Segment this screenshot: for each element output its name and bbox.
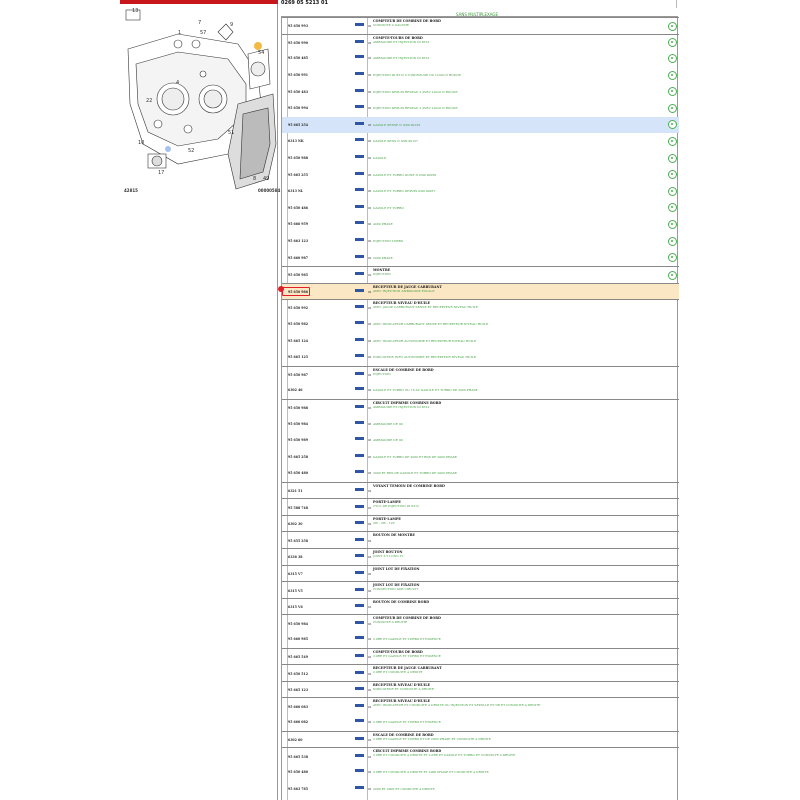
part-quantity: 01: [368, 538, 372, 543]
svg-text:8: 8: [253, 176, 257, 182]
part-group-title: CIRCUIT IMPRIME COMBINE BORD: [373, 400, 442, 405]
part-description: GAZOLE: [373, 156, 387, 161]
diagram-panel: [0, 0, 281, 800]
svg-text:9: 9: [230, 22, 234, 28]
part-reference[interactable]: 95 650 985: [288, 273, 308, 278]
part-row[interactable]: [282, 531, 679, 548]
catalogue-badge-icon[interactable]: [355, 155, 364, 158]
svg-text:1: 1: [178, 30, 182, 36]
catalogue-badge-icon[interactable]: [355, 205, 364, 208]
part-row[interactable]: [282, 565, 679, 582]
part-description: GAZOLE ET TURBO DE 2000 ET RDS DE 2000 PHASE: [373, 454, 457, 459]
part-description: AVEC INDICATEUR AUTONOMIE ET RECEPTEUR NIVEAU HUILE: [373, 338, 477, 343]
catalogue-badge-icon[interactable]: [355, 621, 364, 624]
part-quantity: 01: [368, 438, 372, 443]
part-description: AVEC INDICATEUR CARBURANT SENSE ET RECEPTEUR NIVEAU HUILE: [373, 322, 489, 327]
part-description: 2.0RE ET CONDUITE A DROITE: [373, 670, 423, 675]
part-group-title: RECEPTEUR DE JAUGE CARBURANT: [373, 666, 442, 671]
part-group-title: ESCALE DE COMBINE DE BORD: [373, 367, 434, 372]
part-reference[interactable]: 6313 NL: [288, 189, 304, 194]
part-group-title: JOINT BOUTON: [373, 550, 403, 555]
part-reference[interactable]: 95 655 258: [288, 538, 308, 543]
part-row[interactable]: [282, 664, 679, 681]
part-quantity: 01: [368, 621, 372, 626]
part-reference[interactable]: 95 665 255: [288, 172, 308, 177]
part-row[interactable]: [282, 299, 679, 316]
catalogue-badge-icon[interactable]: [355, 454, 364, 457]
part-quantity: 01: [368, 73, 372, 78]
part-reference[interactable]: 95 665 538: [288, 754, 308, 759]
part-description: GAZOLE ET TURBO: [373, 205, 404, 210]
part-row[interactable]: [282, 764, 679, 781]
catalogue-badge-icon[interactable]: [355, 188, 364, 191]
catalogue-badge-icon[interactable]: [355, 437, 364, 440]
header-divider: [676, 0, 677, 8]
part-row[interactable]: [282, 648, 679, 665]
part-description: AVEC INDICATEUR ET CONDUITE A DROITE OU INJECTION ET SEPULLE ET DE ET CONDUITE A DROITE: [373, 703, 541, 708]
part-description: GAZOLE SENS N 0/90 90157: [373, 139, 418, 144]
part-reference[interactable]: 95 663 785: [288, 786, 308, 791]
part-quantity: 01: [368, 737, 372, 742]
availability-icon[interactable]: [668, 38, 677, 47]
exploded-parts-diagram: [118, 4, 281, 194]
part-quantity: 01: [368, 388, 372, 393]
part-group-title: BOUTON DE COMBINE BORD: [373, 599, 430, 604]
catalogue-badge-icon[interactable]: [355, 687, 364, 690]
catalogue-badge-icon[interactable]: [355, 754, 364, 757]
part-group-title: COMPTEUR DE COMBINE DE BORD: [373, 19, 441, 23]
part-reference[interactable]: 95 665 123: [288, 688, 308, 693]
availability-icon[interactable]: [668, 271, 677, 280]
part-reference[interactable]: 95 665 125: [288, 355, 308, 360]
part-reference[interactable]: 6315 V6: [288, 605, 303, 610]
part-reference[interactable]: 95 650 483: [288, 89, 308, 94]
part-quantity: 01: [368, 205, 372, 210]
part-group-title: MONTRE: [373, 267, 391, 272]
availability-icon[interactable]: [668, 253, 677, 262]
catalogue-badge-icon[interactable]: [355, 72, 364, 75]
part-reference[interactable]: 6321 51: [288, 488, 303, 493]
catalogue-badge-icon[interactable]: [355, 221, 364, 224]
catalogue-badge-icon[interactable]: [355, 305, 364, 308]
part-reference[interactable]: 95 660 987: [288, 255, 308, 260]
sans-multiplexage-label: SANS MULTIPLEXAGE: [456, 12, 499, 17]
part-description: GAZOLE ET TURBO DEPUIS 0/90 90257: [373, 189, 436, 194]
part-row[interactable]: [282, 266, 679, 283]
part-row[interactable]: [282, 498, 679, 515]
part-row[interactable]: [282, 631, 679, 648]
part-quantity: 01: [368, 355, 372, 360]
part-reference[interactable]: 6302 30: [288, 522, 303, 527]
part-quantity: 01: [368, 471, 372, 476]
part-row[interactable]: [282, 249, 679, 266]
part-reference[interactable]: 6313 NK: [288, 139, 304, 144]
part-row[interactable]: [282, 465, 679, 482]
part-row[interactable]: [282, 366, 679, 383]
part-row[interactable]: [282, 50, 679, 67]
part-description: 2.0RE ET GAZOLE ET TURBO ET ESSENCE: [373, 637, 441, 642]
part-row[interactable]: [282, 316, 679, 333]
availability-icon[interactable]: [668, 203, 677, 212]
part-group-title: CIRCUIT IMPRIME COMBINE BORD: [373, 749, 442, 754]
svg-text:52: 52: [188, 148, 195, 154]
part-quantity: 01: [368, 222, 372, 227]
part-quantity: 01: [368, 122, 372, 127]
part-row[interactable]: [282, 697, 679, 714]
catalogue-badge-icon[interactable]: [355, 488, 364, 491]
part-row[interactable]: [282, 747, 679, 764]
part-row[interactable]: [282, 581, 679, 598]
part-row[interactable]: [282, 183, 679, 200]
svg-text:51: 51: [228, 130, 235, 136]
part-reference[interactable]: 95 665 124: [288, 338, 308, 343]
catalogue-badge-icon[interactable]: [355, 636, 364, 639]
part-description: AMBIGUIDE ET INJECTION DI 8312: [373, 404, 430, 409]
part-reference[interactable]: 95 660 083: [288, 704, 308, 709]
availability-icon[interactable]: [668, 137, 677, 146]
part-reference[interactable]: 95 660 082: [288, 720, 308, 725]
catalogue-badge-icon[interactable]: [355, 55, 364, 58]
catalogue-badge-icon[interactable]: [355, 272, 364, 275]
part-quantity: 01: [368, 522, 372, 527]
svg-text:49: 49: [263, 176, 270, 182]
part-quantity: 01: [368, 405, 372, 410]
part-reference[interactable]: 95 660 985: [288, 637, 308, 642]
catalogue-badge-icon[interactable]: [355, 421, 364, 424]
catalogue-badge-icon[interactable]: [355, 172, 364, 175]
part-quantity: 01: [368, 372, 372, 377]
part-description: GAZOLE SENSE N 0/90 90159: [373, 122, 421, 127]
part-description: 2.0RE ET GAZOLE ET TURBO ET DE 2000 PHASE ET CONDUITE A DROITE: [373, 736, 491, 741]
part-quantity: 01: [368, 421, 372, 426]
part-row[interactable]: [282, 216, 679, 233]
part-quantity: 01: [368, 24, 372, 29]
part-row[interactable]: [282, 283, 679, 300]
part-group-title: PORTE-LAMPE: [373, 500, 401, 505]
svg-text:17: 17: [158, 170, 165, 176]
part-description: CONDUITE A DROITE: [373, 620, 408, 625]
part-group-title: VOYANT TEMOIN DE COMBINE BORD: [373, 483, 445, 488]
catalogue-badge-icon[interactable]: [355, 769, 364, 772]
part-quantity: 01: [368, 454, 372, 459]
part-row[interactable]: [282, 598, 679, 615]
part-reference[interactable]: 95 650 992: [288, 306, 308, 311]
part-quantity: 01: [368, 770, 372, 775]
part-row[interactable]: [282, 714, 679, 731]
catalogue-badge-icon[interactable]: [355, 105, 364, 108]
part-quantity: 01: [368, 488, 372, 493]
part-quantity: 01: [368, 273, 372, 278]
part-quantity: 01: [368, 704, 372, 709]
part-reference[interactable]: 95 650 988: [288, 156, 308, 161]
part-quantity: 01: [368, 720, 372, 725]
part-row[interactable]: [282, 34, 679, 51]
part-row[interactable]: [282, 200, 679, 217]
svg-text:54: 54: [258, 50, 265, 56]
part-group-title: JOINT LOT DE FIXATION: [373, 583, 420, 588]
part-group-title: RECEPTEUR NIVEAU D'HUILE: [373, 699, 431, 704]
part-row[interactable]: [282, 349, 679, 366]
svg-text:4: 4: [176, 80, 180, 86]
svg-text:57: 57: [200, 30, 207, 36]
part-row[interactable]: [282, 83, 679, 100]
part-quantity: 01: [368, 637, 372, 642]
part-row[interactable]: [282, 17, 679, 34]
part-reference[interactable]: 95 650 993: [288, 24, 308, 29]
part-reference[interactable]: 95 650 990: [288, 40, 308, 45]
part-reference[interactable]: 95 665 254: [288, 122, 308, 127]
catalogue-badge-icon[interactable]: [355, 89, 364, 92]
availability-icon[interactable]: [668, 220, 677, 229]
part-reference[interactable]: 95 650 986: [288, 289, 308, 294]
part-quantity: 01: [368, 106, 372, 111]
catalogue-badge-icon[interactable]: [355, 470, 364, 473]
svg-text:22: 22: [146, 98, 153, 104]
part-description: AVEC INJECTION AMBIGUIDE ESCALE: [373, 288, 435, 293]
catalogue-badge-icon[interactable]: [355, 40, 364, 43]
part-reference[interactable]: 6336 38: [288, 555, 303, 560]
catalogue-badge-icon[interactable]: [355, 554, 364, 557]
part-reference[interactable]: 6315 V5: [288, 588, 303, 593]
catalogue-badge-icon[interactable]: [355, 538, 364, 541]
availability-icon[interactable]: [668, 71, 677, 80]
catalogue-badge-icon[interactable]: [355, 704, 364, 707]
part-quantity: 01: [368, 786, 372, 791]
parts-panel: [281, 0, 800, 800]
part-description: 2000 ET 2000 ET CONDUITE A DROITE: [373, 786, 435, 791]
selected-part-highlight: [282, 287, 310, 296]
part-description: CONNECTION SUR CIRCUIT: [373, 587, 419, 592]
part-reference[interactable]: 95 650 512: [288, 671, 308, 676]
catalogue-badge-icon[interactable]: [355, 719, 364, 722]
part-row[interactable]: [282, 614, 679, 631]
part-row[interactable]: [282, 332, 679, 349]
catalogue-badge-icon[interactable]: [355, 321, 364, 324]
availability-icon[interactable]: [668, 154, 677, 163]
part-group-title: RECEPTEUR DE JAUGE CARBURANT: [373, 284, 442, 289]
catalogue-badge-icon[interactable]: [355, 405, 364, 408]
part-row[interactable]: [282, 780, 679, 797]
part-quantity: 01: [368, 588, 372, 593]
catalogue-badge-icon[interactable]: [355, 138, 364, 141]
part-description: 2.0RE ET CONDUITE A DROITE ET 2000 PHASE ET CONDUITE A DROITE: [373, 770, 489, 775]
part-description: CONDUITE A GAUCHE: [373, 23, 409, 27]
part-row[interactable]: [282, 548, 679, 565]
part-row[interactable]: [282, 415, 679, 432]
part-reference[interactable]: 95 650 984: [288, 421, 308, 426]
part-row[interactable]: [282, 382, 679, 399]
part-quantity: 01: [368, 688, 372, 693]
catalogue-badge-icon[interactable]: [355, 255, 364, 258]
availability-icon[interactable]: [668, 237, 677, 246]
catalogue-badge-icon[interactable]: [355, 654, 364, 657]
part-reference[interactable]: 95 650 485: [288, 56, 308, 61]
catalogue-badge-icon[interactable]: [355, 289, 364, 292]
part-description: 2000 ET RDS DE GAZOLE ET TURBO DE 2000 PHASE: [373, 471, 457, 476]
part-quantity: 01: [368, 89, 372, 94]
part-group-title: BOUTON DE MONTRE: [373, 533, 415, 538]
part-reference[interactable]: 95 650 988: [288, 405, 308, 410]
part-quantity: 01: [368, 139, 372, 144]
selected-marker-icon: [278, 286, 284, 292]
part-reference[interactable]: 95 665 258: [288, 454, 308, 459]
part-group-title: RECEPTEUR NIVEAU D'HUILE: [373, 301, 431, 306]
part-quantity: 01: [368, 156, 372, 161]
catalogue-badge-icon[interactable]: [355, 604, 364, 607]
part-row[interactable]: [282, 482, 679, 499]
part-description: GAZOLE ET TURBO DONE N 0/90 90256: [373, 172, 437, 177]
part-group-title: ESCALE DE COMBINE DE BORD: [373, 732, 434, 737]
part-reference[interactable]: 95 650 991: [288, 73, 308, 78]
part-description: AVEC JAUGE CARBURANT SENSE ET RECEPTEUR NIVEAU HUILE: [373, 305, 478, 310]
part-row[interactable]: [282, 399, 679, 416]
part-row[interactable]: [282, 166, 679, 183]
catalogue-badge-icon[interactable]: [355, 238, 364, 241]
part-quantity: 01: [368, 505, 372, 510]
part-row[interactable]: [282, 432, 679, 449]
catalogue-badge-icon[interactable]: [355, 354, 364, 357]
availability-icon[interactable]: [668, 54, 677, 63]
part-quantity: 01: [368, 605, 372, 610]
part-description: INJECTION DEPUIS RESEAU 2 AVEC LOGO N ROUGE: [373, 89, 458, 94]
part-row[interactable]: [282, 150, 679, 167]
part-row[interactable]: [282, 133, 679, 150]
part-reference[interactable]: 95 650 987: [288, 372, 308, 377]
part-quantity: 01: [368, 40, 372, 45]
part-reference[interactable]: 95 650 982: [288, 322, 308, 327]
diagram-ref: 00000584: [258, 188, 281, 193]
part-quantity: 01: [368, 289, 372, 294]
parts-table: [281, 16, 678, 800]
availability-icon[interactable]: [668, 120, 677, 129]
part-description: 2W - 3W - 12V: [373, 520, 395, 525]
svg-text:7: 7: [198, 20, 202, 26]
catalogue-badge-icon[interactable]: [355, 372, 364, 375]
catalogue-badge-icon[interactable]: [355, 338, 364, 341]
part-quantity: 01: [368, 172, 372, 177]
part-description: 2.0RE ET GAZOLE ET TURBO ET ESSENCE: [373, 720, 441, 725]
catalogue-badge-icon[interactable]: [355, 588, 364, 591]
catalogue-badge-icon[interactable]: [355, 521, 364, 524]
part-description: INDICATEUR INFO AUTONOMIE ET RECEPTEUR NIVEAU HUILE: [373, 355, 476, 360]
catalogue-badge-icon[interactable]: [355, 122, 364, 125]
catalogue-badge-icon[interactable]: [355, 786, 364, 789]
part-quantity: 01: [368, 754, 372, 759]
part-description: 2.0RE ET CONDUITE A DROITE ET 2.0RE ET GAZOLE ET TURBO ET CONDUITE A DROITE: [373, 753, 516, 758]
part-description: INJECTION DEPUIS RESEAU 2 AVEC LOGO N ROUGE: [373, 106, 458, 111]
catalogue-badge-icon[interactable]: [355, 505, 364, 508]
diagram-code: 42815: [124, 188, 138, 193]
part-description: AMBIGUIDE ET INJECTION DI 8312: [373, 56, 430, 61]
svg-text:10: 10: [138, 140, 145, 146]
part-group-title: RECEPTEUR NIVEAU D'HUILE: [373, 682, 431, 687]
part-description: AMBIGUIDE ET INJECTION DI 8312: [373, 39, 430, 44]
part-reference[interactable]: 95 650 480: [288, 471, 308, 476]
part-group-title: COMPTE-TOURS DE BORD: [373, 649, 423, 654]
catalogue-badge-icon[interactable]: [355, 23, 364, 26]
part-row[interactable]: [282, 100, 679, 117]
part-description: 4000 PHASE: [373, 222, 393, 227]
part-row[interactable]: [282, 117, 679, 134]
catalogue-badge-icon[interactable]: [355, 671, 364, 674]
svg-text:13: 13: [132, 8, 139, 14]
part-reference[interactable]: 95 650 984: [288, 621, 308, 626]
part-quantity: 01: [368, 255, 372, 260]
part-description: INJECTION: [373, 271, 391, 276]
part-quantity: 01: [368, 555, 372, 560]
part-quantity: 01: [368, 671, 372, 676]
part-row[interactable]: [282, 681, 679, 698]
part-row[interactable]: [282, 731, 679, 748]
part-reference[interactable]: 95 588 748: [288, 505, 308, 510]
part-description: AMBIGUIDE DE 90: [373, 438, 403, 443]
availability-icon[interactable]: [668, 170, 677, 179]
catalogue-badge-icon[interactable]: [355, 571, 364, 574]
part-reference[interactable]: 6302 46: [288, 388, 303, 393]
availability-icon[interactable]: [668, 187, 677, 196]
part-description: 2.0RE ET GAZOLE ET TURBO ET ESSENCE: [373, 653, 441, 658]
part-group-title: PORTE-LAMPE: [373, 516, 401, 521]
part-description: INJECTION TURBO: [373, 239, 404, 244]
part-quantity: 01: [368, 654, 372, 659]
part-group-title: COMPTEUR DE COMBINE DE BORD: [373, 616, 441, 621]
availability-icon[interactable]: [668, 104, 677, 113]
part-reference[interactable]: 95 665 549: [288, 654, 308, 659]
availability-icon[interactable]: [668, 87, 677, 96]
part-reference[interactable]: 6302 60: [288, 737, 303, 742]
part-description: INJECTION: [373, 371, 391, 376]
part-description: GAZOLE ET TURBO OU 16 AV GAZOLE ET TURBO DE 2000 PHASE: [373, 388, 478, 393]
part-quantity: 01: [368, 56, 372, 61]
part-reference[interactable]: 6315 V7: [288, 571, 303, 576]
part-row[interactable]: [282, 67, 679, 84]
part-quantity: 01: [368, 338, 372, 343]
catalogue-badge-icon[interactable]: [355, 387, 364, 390]
part-quantity: 01: [368, 571, 372, 576]
part-description: INJECTION DI 8312 V-3.0W-ROUGE OU LOGO N ROUGE: [373, 73, 461, 78]
part-quantity: 01: [368, 239, 372, 244]
availability-icon[interactable]: [668, 22, 677, 31]
part-reference[interactable]: 95 663 123: [288, 239, 308, 244]
part-quantity: 01: [368, 189, 372, 194]
part-quantity: 01: [368, 306, 372, 311]
part-reference[interactable]: 95 650 480: [288, 770, 308, 775]
catalogue-badge-icon[interactable]: [355, 737, 364, 740]
part-description: AMBIGUIDE DE 90: [373, 421, 403, 426]
part-description: INDICATEUR ET CONDUITE A DROITE: [373, 686, 435, 691]
part-group-title: COMPTE-TOURS DE BORD: [373, 35, 423, 40]
part-row[interactable]: [282, 515, 679, 532]
part-reference[interactable]: 95 666 959: [288, 222, 308, 227]
part-group-title: JOINT LOT DE FIXATION: [373, 566, 420, 571]
part-row[interactable]: [282, 233, 679, 250]
part-description: 2000 PHASE: [373, 255, 393, 260]
part-row[interactable]: [282, 448, 679, 465]
part-quantity: 01: [368, 322, 372, 327]
part-reference[interactable]: 95 650 994: [288, 106, 308, 111]
part-reference[interactable]: 95 650 486: [288, 205, 308, 210]
catalogue-ref: 0269 05 5213 01: [281, 0, 328, 6]
part-description: CYCL DE INJECTION DI 8312: [373, 504, 419, 509]
part-reference[interactable]: 95 650 989: [288, 438, 308, 443]
part-description: JOINT 3.5 LONG 10: [373, 554, 404, 559]
